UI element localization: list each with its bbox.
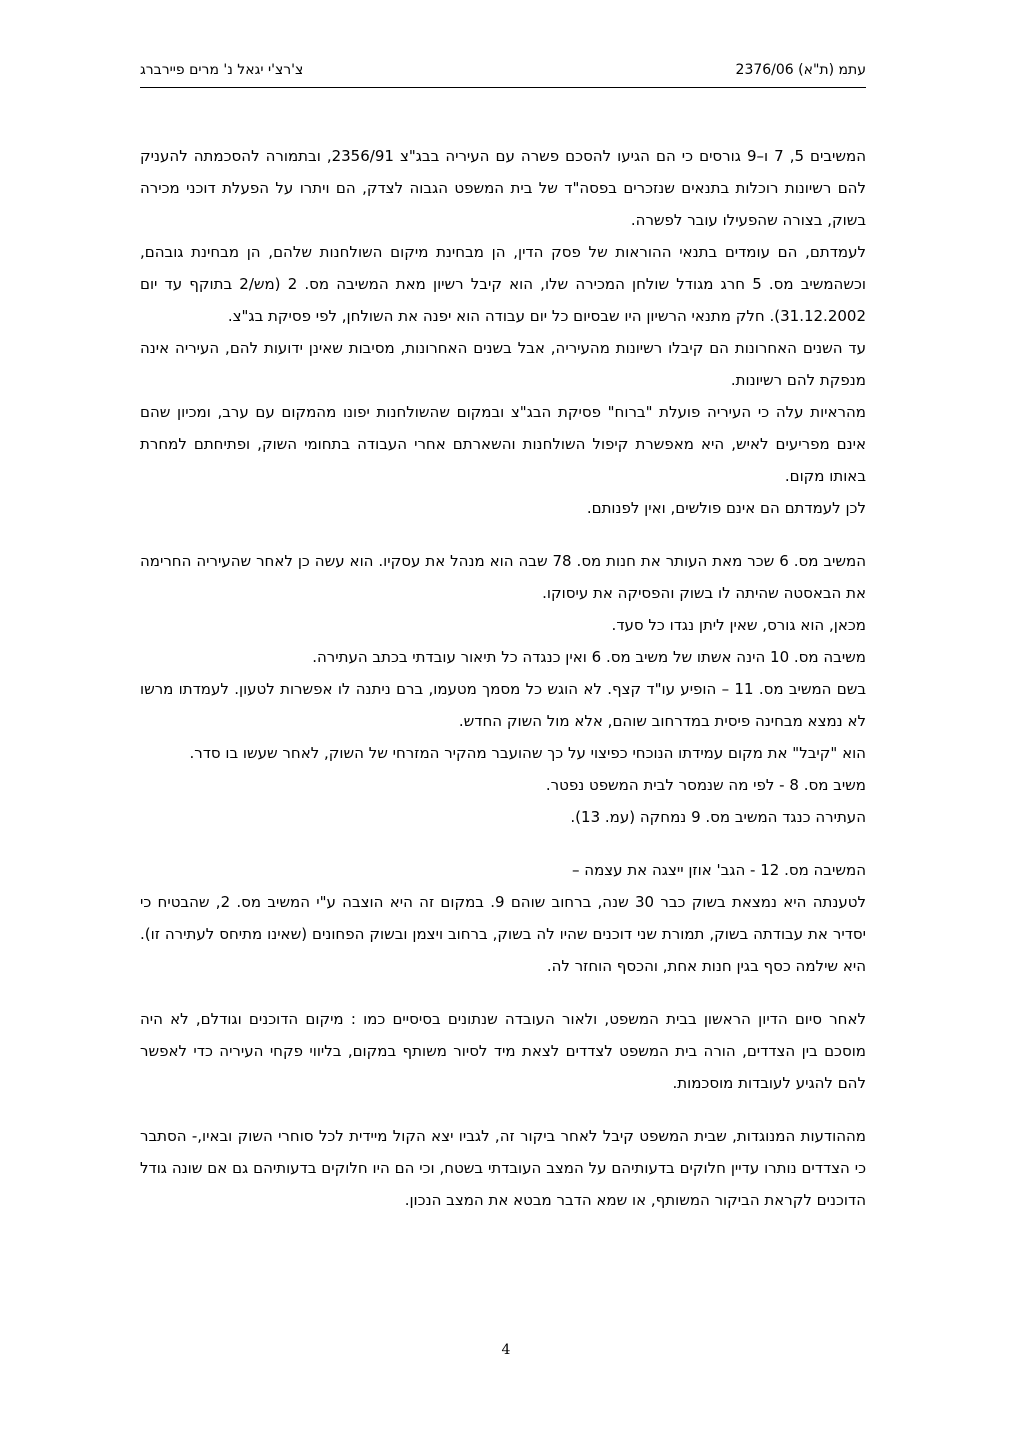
- page-header: [140, 62, 866, 78]
- paragraph: לטענתה היא נמצאת בשוק כבר 30 שנה, ברחוב שוהם 9. במקום זה היא הוצבה ע"י המשיב מס. 2, שהבטיח כי יסדיר את עבודתה בשוק, תמורת שני דוכנים שהיו לה בשוק, ברחוב ויצמן ובשוק הפחונים (שאינו מתיחס לעתירה זו). היא שילמה כסף בגין חנות אחת, והכסף הוחזר לה.: [140, 893, 866, 975]
- page-number: 4: [501, 1342, 511, 1358]
- paragraph: מההודעות המנוגדות, שבית המשפט קיבל לאחר ביקור זה, לגביו יצא הקול מיידית לכל סוחרי השוק ובאיו,- הסתבר כי הצדדים נותרו עדיין חלוקים בדעותיהם על המצב העובדתי בשטח, וכי הם היו חלוקים בדעותיהם גם אם שונה גודל הדוכנים לקראת הביקור המשותף, או שמא הדבר מבטא את המצב הנכון.: [140, 1127, 866, 1209]
- paragraph: מכאן, הוא גורס, שאין ליתן נגדו כל סעד.: [611, 616, 866, 634]
- header-divider: [140, 87, 866, 88]
- paragraph: העתירה כנגד המשיב מס. 9 נמחקה (עמ. 13).: [570, 808, 866, 826]
- paragraph: לעמדתם, הם עומדים בתנאי ההוראות של פסק הדין, הן מבחינת מיקום השולחנות שלהם, הן מבחינת גובהם, וכשהמשיב מס. 5 חרג מגודל שולחן המכירה שלו, הוא קיבל רשיון מאת המשיבה מס. 2 (מש/2 בתוקף עד יום 31.12.2002). חלק מתנאי הרשיון היו שבסיום כל יום עבודה הוא יפנה את השולחן, לפי פסיקת בג"צ.: [140, 243, 866, 325]
- case-title: צ'רצ'י יגאל נ' מרים פיירברג: [140, 62, 304, 78]
- paragraph: משיבה מס. 10 הינה אשתו של משיב מס. 6 ואין כנגדה כל תיאור עובדתי בכתב העתירה.: [312, 648, 866, 666]
- paragraph: המשיבים 5, 7 ו–9 גורסים כי הם הגיעו להסכם פשרה עם העיריה בבג"צ 2356/91, ובתמורה להסכמתה להעניק להם רשיונות רוכלות בתנאים שנזכרים בפסה"ד של בית המשפט הגבוה לצדק, הם ויתרו על הפעלת דוכני מכירה בשוק, בצורה שהפעילו עובר לפשרה.: [140, 147, 866, 229]
- paragraph: המשיבה מס. 12 - הגב' אוזן ייצגה את עצמה –: [572, 861, 866, 879]
- paragraph: לאחר סיום הדיון הראשון בבית המשפט, ולאור העובדה שנתונים בסיסיים כמו : מיקום הדוכנים וגודלם, לא היה מוסכם בין הצדדים, הורה בית המשפט לצדדים לצאת מיד לסיור משותף במקום, בליווי פקחי העיריה כדי לאפשר להם להגיע לעובדות מוסכמות.: [140, 1010, 866, 1092]
- paragraph-gap: [140, 1099, 866, 1120]
- paragraph: הוא "קיבל" את מקום עמידתו הנוכחי כפיצוי על כך שהועבר מהקיר המזרחי של השוק, לאחר שעשו בו סדר.: [189, 744, 866, 762]
- paragraph: עד השנים האחרונות הם קיבלו רשיונות מהעיריה, אבל בשנים האחרונות, מסיבות שאינן ידועות להם, העיריה אינה מנפקת להם רשיונות.: [140, 339, 866, 389]
- document-body: [140, 140, 866, 1216]
- paragraph: מהראיות עלה כי העיריה פועלת "ברוח" פסיקת הבג"צ ובמקום שהשולחנות יפונו מהמקום עם ערב, ומכיון שהם אינם מפריעים לאיש, היא מאפשרת קיפול השולחנות והשארתם אחרי העבודה בתחומי השוק, ופתיחתם למחרת באותו מקום.: [140, 403, 866, 485]
- paragraph: המשיב מס. 6 שכר מאת העותר את חנות מס. 78 שבה הוא מנהל את עסקיו. הוא עשה כן לאחר שהעיריה החרימה את הבאסטה שהיתה לו בשוק והפסיקה את עיסוקו.: [140, 552, 866, 602]
- paragraph: משיב מס. 8 - לפי מה שנמסר לבית המשפט נפטר.: [545, 776, 866, 794]
- paragraph-gap: [140, 524, 866, 545]
- case-number: עתמ (ת"א) 2376/06: [735, 62, 866, 78]
- paragraph-gap: [140, 982, 866, 1003]
- paragraph-gap: [140, 833, 866, 854]
- paragraph: לכן לעמדתם הם אינם פולשים, ואין לפנותם.: [586, 499, 866, 517]
- paragraph: בשם המשיב מס. 11 – הופיע עו"ד קצף. לא הוגש כל מסמך מטעמו, ברם ניתנה לו אפשרות לטעון. לעמדתו מרשו לא נמצא מבחינה פיסית במדרחוב שוהם, אלא מול השוק החדש.: [140, 680, 867, 730]
